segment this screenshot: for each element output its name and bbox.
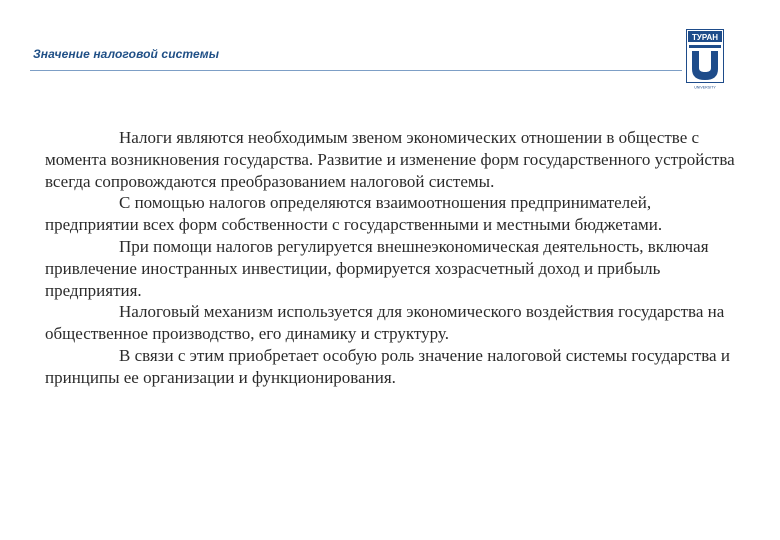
paragraph-5: В связи с этим приобретает особую роль значение налоговой системы государства и принципы ее организации и функционирования.: [45, 345, 730, 387]
paragraph-4: Налоговый механизм используется для экономического воздействия государства на общественное производство, его динамику и структуру.: [45, 302, 725, 344]
main-text: [45, 127, 745, 389]
university-logo: [686, 29, 724, 91]
title-divider: [30, 70, 682, 71]
slide-title: Значение налоговой системы: [33, 47, 220, 61]
paragraph-2: С помощью налогов определяются взаимоотношения предпринимателей, предприятии всех форм собственности с государственными и местными бюджетами.: [45, 193, 663, 235]
paragraph-1: Налоги являются необходимым звеном экономических отношении в обществе с момента возникновения государства. Развитие и изменение форм государственного устройства всегда сопровождаются преобразованием налоговой системы.: [45, 128, 735, 191]
logo-wordmark: ТУРАН: [691, 32, 719, 42]
paragraph-3: При помощи налогов регулируется внешнеэкономическая деятельность, включая привлечение иностранных инвестиции, формируется хозрасчетный доход и прибыль предприятия.: [45, 236, 709, 300]
logo-subtext: UNIVERSITY: [694, 85, 716, 90]
